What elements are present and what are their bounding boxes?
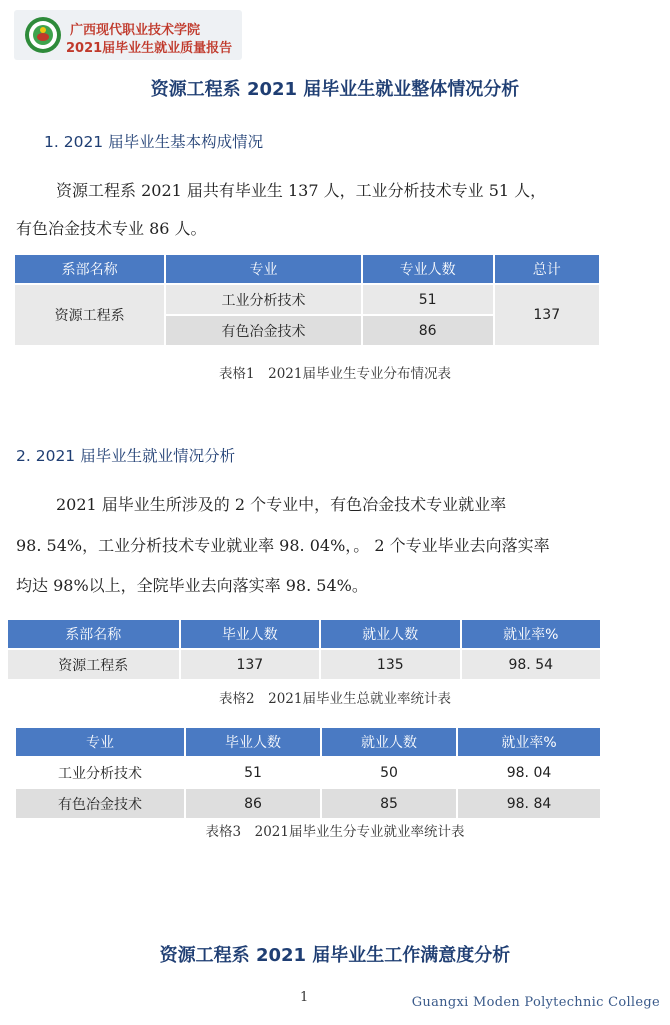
- section1-heading: 1. 2021 届毕业生基本构成情况: [44, 133, 264, 151]
- section2-para-line2: 98. 54%，工业分析技术专业就业率 98. 04%，。 2 个专业毕业去向落实率: [16, 536, 550, 555]
- section2-para-line1: 2021 届毕业生所涉及的 2 个专业中，有色冶金技术专业就业率: [56, 495, 507, 514]
- table-row: [15, 285, 599, 314]
- section2-heading: 2. 2021 届毕业生就业情况分析: [16, 447, 236, 465]
- table3-header: 就业率%: [458, 728, 600, 756]
- table1-major-cell: 工业分析技术: [166, 285, 360, 314]
- section2-para-line3: 均达 98%以上，全院毕业去向落实率 98. 54%。: [16, 576, 368, 595]
- table3: [14, 726, 602, 820]
- page-number: 1: [300, 990, 309, 1005]
- table2-cell: 资源工程系: [8, 650, 179, 679]
- table2-header: 就业率%: [462, 620, 600, 648]
- table-row: [16, 758, 600, 787]
- table2-header: 毕业人数: [181, 620, 319, 648]
- table3-cell: 85: [322, 789, 456, 818]
- table3-cell: 工业分析技术: [16, 758, 184, 787]
- table3-caption: 表格3 2021届毕业生分专业就业率统计表: [205, 824, 465, 840]
- footer-college-name: Guangxi Moden Polytechnic College: [411, 995, 660, 1010]
- report-name: 2021届毕业生就业质量报告: [66, 41, 233, 56]
- table3-cell: 98. 84: [458, 789, 600, 818]
- table1-caption: 表格1 2021届毕业生专业分布情况表: [219, 366, 451, 382]
- table1-major-cell: 有色冶金技术: [166, 316, 360, 345]
- table2-header: 系部名称: [8, 620, 179, 648]
- table1-header: 专业: [166, 255, 360, 283]
- table3-header: 毕业人数: [186, 728, 320, 756]
- school-logo-icon: [24, 16, 62, 54]
- table3-cell: 86: [186, 789, 320, 818]
- main-title: 资源工程系 2021 届毕业生就业整体情况分析: [150, 79, 520, 100]
- section1-para-line2: 有色冶金技术专业 86 人。: [16, 219, 207, 238]
- table-row: [16, 789, 600, 818]
- table1-header: 总计: [495, 255, 600, 283]
- table3-header: 就业人数: [322, 728, 456, 756]
- table2: [6, 618, 602, 681]
- table2-cell: 137: [181, 650, 319, 679]
- table1-count-cell: 86: [363, 316, 493, 345]
- table1-total-cell: 137: [495, 285, 600, 345]
- table3-cell: 50: [322, 758, 456, 787]
- table-row: [8, 650, 600, 679]
- report-header: [14, 10, 242, 60]
- table2-caption: 表格2 2021届毕业生总就业率统计表: [219, 691, 451, 707]
- table1-header: 系部名称: [15, 255, 164, 283]
- table3-cell: 有色冶金技术: [16, 789, 184, 818]
- section1-para-line1: 资源工程系 2021 届共有毕业生 137 人，工业分析技术专业 51 人，: [56, 181, 547, 200]
- table2-header: 就业人数: [321, 620, 459, 648]
- table3-cell: 98. 04: [458, 758, 600, 787]
- next-section-title: 资源工程系 2021 届毕业生工作满意度分析: [159, 945, 511, 966]
- table3-header: 专业: [16, 728, 184, 756]
- table1-dept-cell: 资源工程系: [15, 285, 164, 345]
- table1: [13, 253, 601, 347]
- table1-count-cell: 51: [363, 285, 493, 314]
- table2-cell: 98. 54: [462, 650, 600, 679]
- school-name: 广西现代职业技术学院: [70, 23, 201, 38]
- table1-header: 专业人数: [363, 255, 493, 283]
- table2-cell: 135: [321, 650, 459, 679]
- table3-cell: 51: [186, 758, 320, 787]
